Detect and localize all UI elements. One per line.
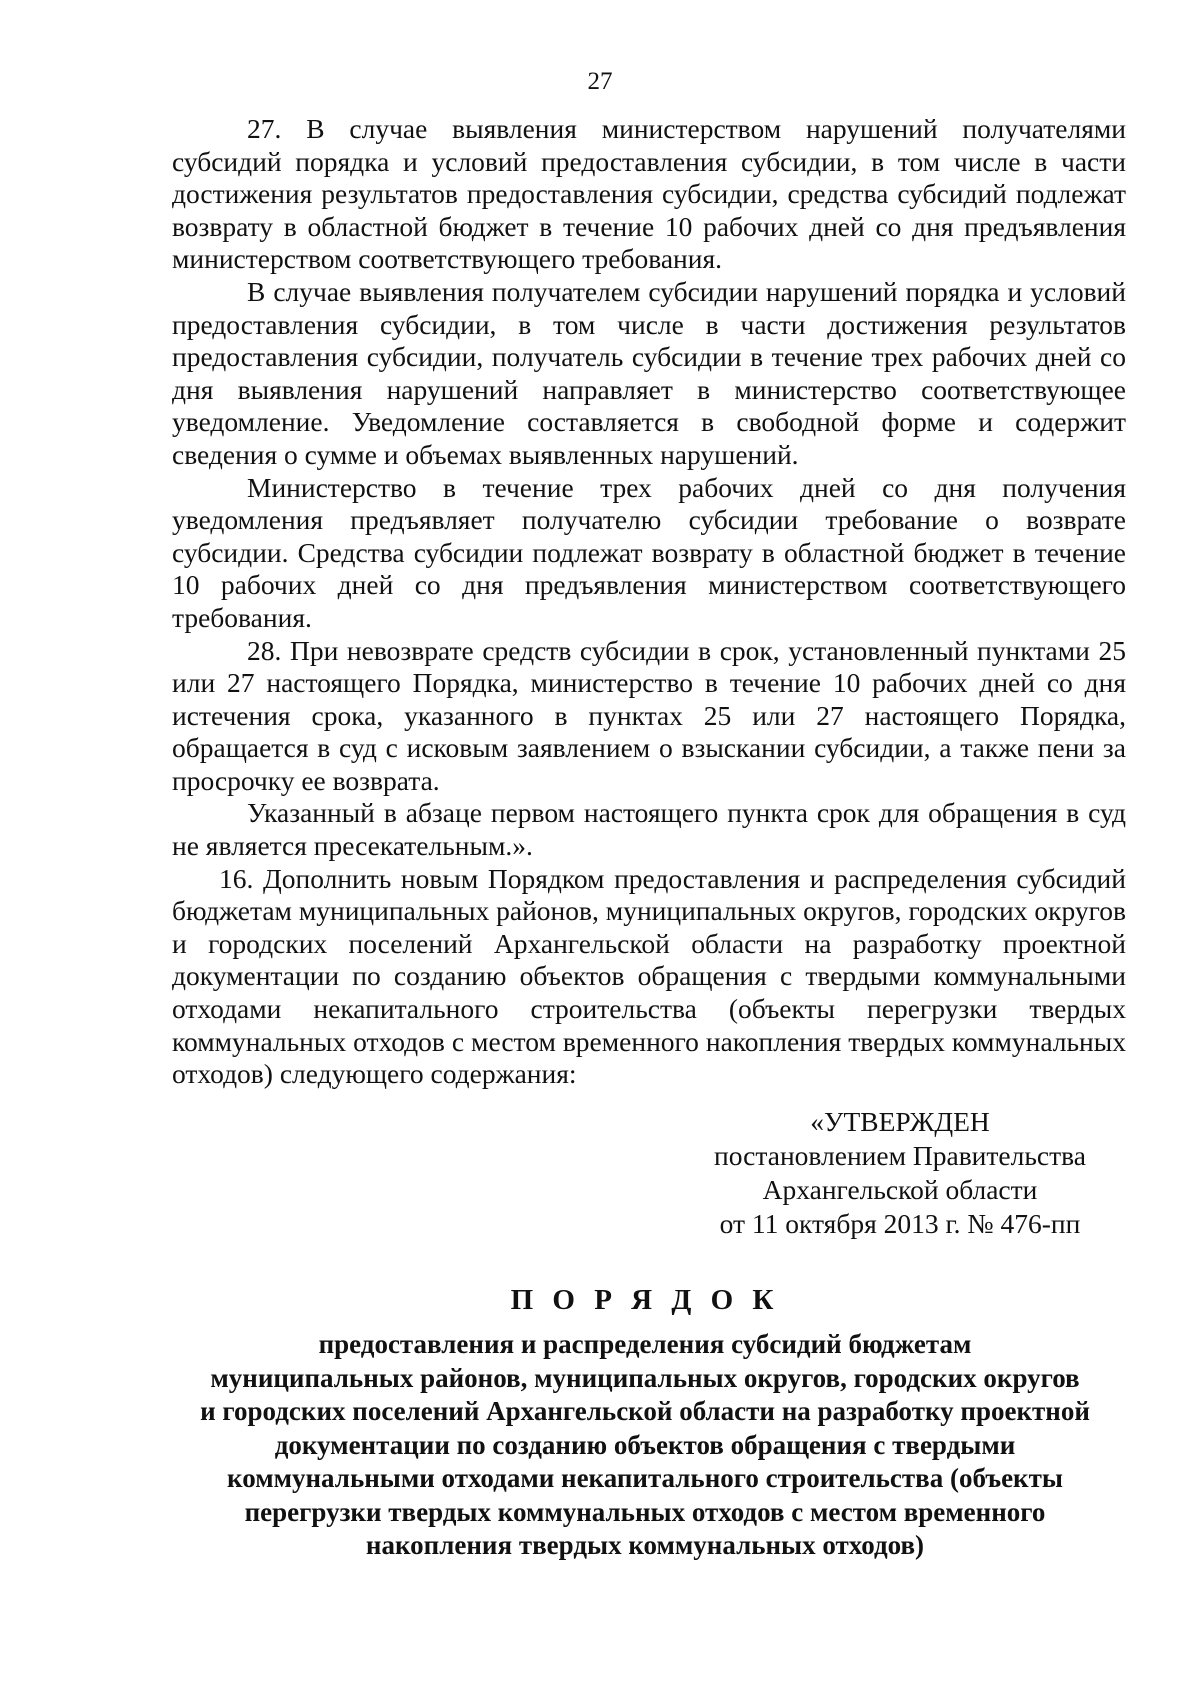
paragraph-item-27: 27. В случае выявления министерством нарушений получателями субсидий порядка и условий предоставления субсидии, в том числе в части достижения результатов предоставления субсидии, средства субсидий подлежат возврату в областной бюджет в течение 10 рабочих дней со дня предъявления министерством соответствующего требования. bbox=[172, 113, 1126, 275]
paragraph-ministry-demand: Министерство в течение трех рабочих дней со дня получения уведомления предъявляет получателю субсидии требование о возврате субсидии. Средства субсидии подлежат возврату в областной бюджет в течение 10 рабочих дней со дня предъявления министерством соответствующего требования. bbox=[172, 471, 1126, 633]
title-line: коммунальными отходами некапитального строительства (объекты bbox=[227, 1463, 1063, 1493]
approval-stamp-block bbox=[700, 1105, 1100, 1241]
body-text bbox=[172, 113, 1126, 1091]
paragraph-term-note: Указанный в абзаце первом настоящего пункта срок для обращения в суд не является пресекательным.». bbox=[172, 797, 1126, 862]
paragraph-violation-notice: В случае выявления получателем субсидии нарушений порядка и условий предоставления субсидии, в том числе в части достижения результатов предоставления субсидии, получатель субсидии в течение трех рабочих дней со дня выявления нарушений направляет в министерство соответствующее уведомление. Уведомление составляется в свободной форме и содержит сведения о сумме и объемах выявленных нарушений. bbox=[172, 275, 1126, 470]
approval-line-approved: «УТВЕРЖДЕН bbox=[810, 1106, 990, 1137]
paragraph-item-28: 28. При невозврате средств субсидии в срок, установленный пунктами 25 или 27 настоящего Порядка, министерство в течение 10 рабочих дней со дня истечения срока, указанного в пунктах 25 или 27 настоящего Порядка, обращается в суд с исковым заявлением о взыскании субсидии, а также пени за просрочку ее возврата. bbox=[172, 634, 1126, 796]
title-line: предоставления и распределения субсидий бюджетам bbox=[318, 1329, 972, 1359]
approval-line-date: от 11 октября 2013 г. № 476-пп bbox=[719, 1208, 1081, 1239]
title-line: перегрузки твердых коммунальных отходов с местом временного bbox=[244, 1496, 1046, 1527]
title-heading: П О Р Я Д О К bbox=[510, 1284, 780, 1316]
title-line: документации по созданию объектов обращения с твердыми bbox=[274, 1429, 1016, 1460]
page-number: 27 bbox=[587, 68, 613, 95]
approval-line-region: Архангельской области bbox=[762, 1174, 1038, 1205]
approval-line-resolution: постановлением Правительства bbox=[714, 1140, 1086, 1171]
document-title bbox=[160, 1280, 1130, 1563]
title-line: и городских поселений Архангельской области на разработку проектной bbox=[200, 1396, 1090, 1426]
title-subheading bbox=[163, 1328, 1128, 1563]
paragraph-item-16: 16. Дополнить новым Порядком предоставления и распределения субсидий бюджетам муниципальных районов, муниципальных округов, городских округов и городских поселений Архангельской области на разработку проектной документации по созданию объектов обращения с твердыми коммунальными отходами некапитального строительства (объекты перегрузки твердых коммунальных отходов с местом временного накопления твердых коммунальных отходов) следующего содержания: bbox=[172, 862, 1126, 1090]
title-line: муниципальных районов, муниципальных округов, городских округов bbox=[210, 1362, 1080, 1393]
title-line: накопления твердых коммунальных отходов) bbox=[365, 1530, 925, 1560]
